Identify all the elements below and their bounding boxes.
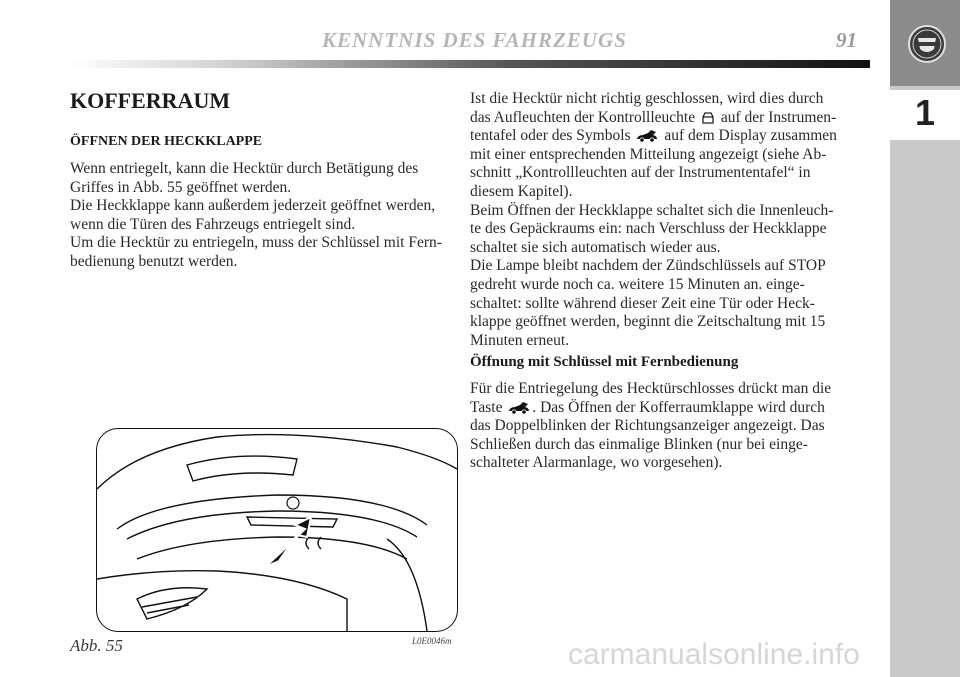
chapter-number: 1 <box>914 92 936 133</box>
text-line: Für die Entriegelung des Hecktürschlosses drückt man die <box>470 380 832 397</box>
open-tailgate-warning-icon <box>701 111 715 125</box>
lancia-shield-icon <box>907 24 947 64</box>
text-line: diesem Kapitel). <box>470 182 573 200</box>
figure-label: Abb. 55 <box>70 636 123 655</box>
text-line: schaltet: sollte während dieser Zeit eine Tür oder Heck- <box>470 294 815 312</box>
text-line: schnitt „Kontrollleuchten auf der Instrumententafel“ in <box>470 164 811 182</box>
text-line: Beim Öffnen der Heckklappe schaltet sich die Innenleuch- <box>470 201 834 219</box>
left-paragraph <box>70 160 455 272</box>
figure-code: L0E0046m <box>412 636 452 646</box>
text-fragment: auf der Instrumen- <box>720 108 837 126</box>
text-line-with-icon <box>470 109 867 128</box>
header-title: KENNTNIS DES FAHRZEUGS <box>322 28 627 52</box>
text-line: Ist die Hecktür nicht richtig geschlossen, wird dies durch <box>470 90 824 107</box>
right-paragraph-2 <box>470 380 867 473</box>
subheading-open-tailgate: ÖFFNEN DER HECKKLAPPE <box>70 134 263 149</box>
text-line-with-icon <box>470 399 867 418</box>
car-open-tailgate-icon <box>508 401 530 415</box>
text-line: Wenn entriegelt, kann die Hecktür durch Betätigung des <box>70 160 419 177</box>
text-line: Die Lampe bleibt nachdem der Zündschlüssels auf STOP <box>470 257 826 275</box>
text-line: Schließen durch das einmalige Blinken (nur bei einge- <box>470 435 808 453</box>
right-paragraph-1 <box>470 90 867 350</box>
text-line: Griffes in Abb. 55 geöffnet werden. <box>70 178 292 196</box>
text-line-with-icon <box>470 127 867 146</box>
car-open-tailgate-icon <box>636 129 658 143</box>
section-title: KOFFERRAUM <box>70 88 231 113</box>
text-fragment: . Das Öffnen der Kofferraumklappe wird durch <box>532 398 825 416</box>
text-line: klappe geöffnet werden, beginnt die Zeitschaltung mit 15 <box>470 313 826 331</box>
page-number: 91 <box>836 28 857 52</box>
text-fragment: auf dem Display zusammen <box>664 127 837 145</box>
text-line: schaltet sie sich automatisch wieder aus. <box>470 238 721 256</box>
text-fragment: das Aufleuchten der Kontrollleuchte <box>470 108 696 126</box>
text-line: bedienung benutzt werden. <box>70 252 238 270</box>
subheading-remote-key: Öffnung mit Schlüssel mit Fernbedienung <box>470 354 739 370</box>
header-rule <box>70 60 870 68</box>
tailgate-illustration <box>96 428 458 632</box>
text-line: Minuten erneut. <box>470 331 570 349</box>
text-fragment: Taste <box>470 398 503 416</box>
text-line: schalteter Alarmanlage, wo vorgesehen). <box>470 454 723 472</box>
chapter-sidebar <box>890 0 960 677</box>
text-line: wenn die Türen des Fahrzeugs entriegelt sind. <box>70 215 356 233</box>
watermark: carmanualsonline.info <box>568 638 860 671</box>
tailgate-drawing <box>97 429 457 631</box>
text-line: Um die Hecktür zu entriegeln, muss der Schlüssel mit Fern- <box>70 234 442 252</box>
sidebar-logo-area <box>890 0 960 86</box>
text-line: Die Heckklappe kann außerdem jederzeit geöffnet werden, <box>70 197 436 215</box>
text-line: te des Gepäckraums ein: nach Verschluss der Heckklappe <box>470 220 827 238</box>
text-line: gedreht wurde noch ca. weitere 15 Minuten an. einge- <box>470 275 805 293</box>
text-line: mit einer entsprechenden Mitteilung angezeigt (siehe Ab- <box>470 145 827 163</box>
text-fragment: tentafel oder des Symbols <box>470 127 631 145</box>
text-line: das Doppelblinken der Richtungsanzeiger angezeigt. Das <box>470 417 825 435</box>
